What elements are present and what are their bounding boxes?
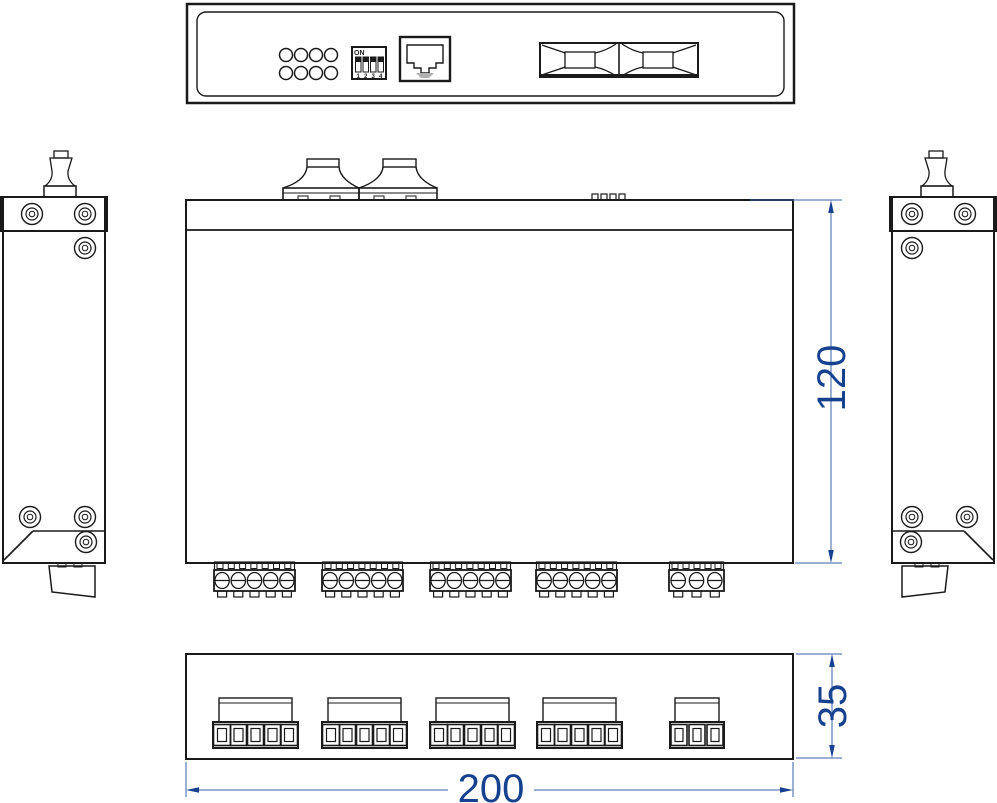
dip-on-label: ON: [354, 50, 365, 57]
terminal-block-5p: [536, 562, 617, 597]
led-indicators-icon: [280, 49, 338, 80]
terminal-block-3p: [669, 562, 724, 597]
dimension-label-depth: 35: [811, 683, 855, 729]
duplex-fiber-port-icon: [540, 43, 698, 77]
fiber-connector-icon: [283, 159, 359, 200]
terminal-block-5p: [322, 698, 407, 748]
fiber-connector-icon: [359, 159, 437, 200]
dimension-width-200: [186, 762, 793, 803]
dimension-depth-35: [796, 654, 855, 758]
arrow-up-icon: [829, 654, 835, 667]
front-view-outline: [186, 200, 793, 563]
dip-label-4: 4: [379, 74, 383, 80]
arrow-down-icon: [829, 745, 835, 758]
dip-switch: [352, 47, 386, 80]
right-side-view: [890, 151, 996, 597]
terminal-block-5p: [537, 698, 622, 748]
terminal-block-3p: [670, 698, 724, 748]
terminal-block-5p: [213, 698, 298, 748]
arrow-left-icon: [186, 787, 199, 793]
dip-label-1: 1: [356, 74, 360, 80]
terminal-block-5p: [430, 698, 515, 748]
dimension-label-height: 120: [810, 344, 854, 412]
bottom-view-outline: [186, 654, 793, 759]
dip-label-2: 2: [364, 74, 368, 80]
bottom-view: [186, 654, 793, 759]
terminal-block-5p: [214, 562, 295, 597]
top-view-outline: [187, 4, 794, 103]
front-view: [186, 159, 793, 597]
arrow-right-icon: [780, 787, 793, 793]
rj45-port-icon: [400, 37, 450, 81]
dimension-label-width: 200: [457, 767, 525, 803]
terminal-block-5p: [322, 562, 403, 597]
arrow-down-icon: [828, 550, 834, 563]
terminal-block-5p: [430, 562, 511, 597]
dimension-height-120: [750, 200, 854, 563]
left-side-view: [1, 151, 107, 597]
top-view-panel: [197, 12, 784, 96]
arrow-up-icon: [828, 200, 834, 213]
dip-label-3: 3: [371, 74, 375, 80]
top-view: [187, 4, 794, 103]
